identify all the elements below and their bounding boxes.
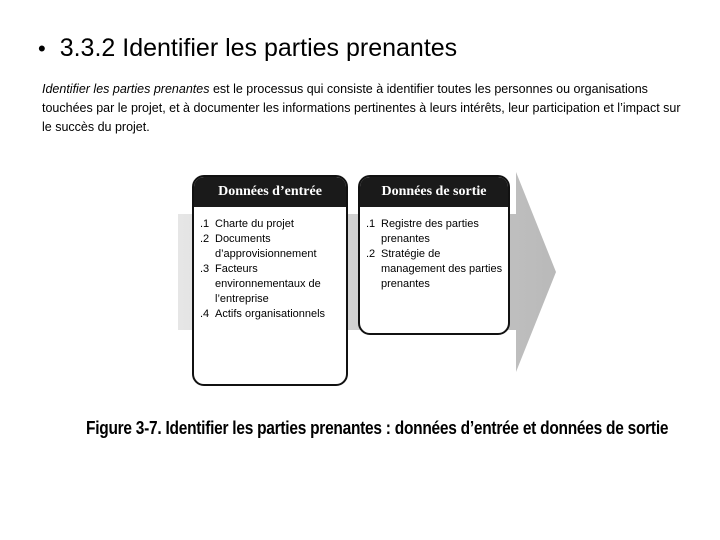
slide-title-text: 3.3.2 Identifier les parties prenantes <box>59 34 458 62</box>
item-text: Actifs organisationnels <box>215 308 326 320</box>
slide-title <box>38 34 457 63</box>
item-text: Registre des parties prenantes <box>381 218 479 245</box>
list-item <box>200 232 342 262</box>
item-text: Documents d’approvisionnement <box>215 233 317 260</box>
list-item <box>200 307 342 322</box>
list-item <box>200 262 342 307</box>
outputs-list <box>360 207 508 292</box>
inputs-header: Données d’entrée <box>194 177 346 207</box>
outputs-header: Données de sortie <box>360 177 508 207</box>
intro-paragraph <box>42 80 682 137</box>
item-number: .1 <box>200 218 210 230</box>
inputs-list <box>194 207 346 322</box>
intro-term: Identifier les parties prenantes <box>42 82 210 96</box>
list-item <box>366 247 504 292</box>
item-number: .3 <box>200 263 210 275</box>
item-text: Charte du projet <box>215 218 294 230</box>
bullet-icon: • <box>38 35 46 61</box>
inputs-box <box>192 175 348 386</box>
figure-caption: Figure 3-7. Identifier les parties prenantes : données d’entrée et données de sortie <box>86 418 669 438</box>
item-number: .1 <box>366 218 376 230</box>
intro-body: est le processus qui consiste à identifier toutes les personnes ou organisations touchées par le projet, et à documenter les informations pertinentes à leurs intérêts, leur participation et l’impact sur le succès du projet. <box>42 82 681 134</box>
list-item <box>366 217 504 247</box>
item-number: .2 <box>200 233 210 245</box>
item-number: .4 <box>200 308 210 320</box>
item-text: Stratégie de management des parties prenantes <box>381 248 503 290</box>
list-item <box>200 217 342 232</box>
outputs-box <box>358 175 510 335</box>
item-number: .2 <box>366 248 376 260</box>
item-text: Facteurs environnementaux de l’entreprise <box>215 263 321 305</box>
process-figure <box>178 172 558 390</box>
